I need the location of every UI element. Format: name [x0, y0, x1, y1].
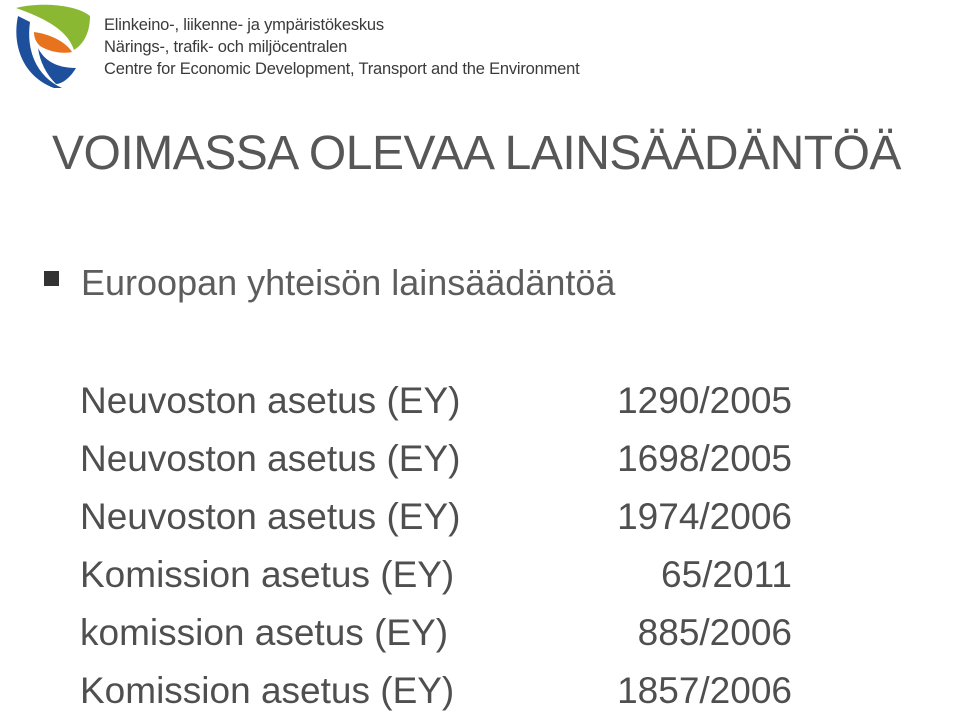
regulation-number: 1857/2006 [617, 670, 792, 711]
bullet-item [44, 262, 615, 304]
regulation-number: 885/2006 [637, 612, 792, 653]
regulation-row [80, 670, 800, 720]
organization-names [104, 14, 580, 80]
regulation-list [80, 380, 800, 720]
regulation-number: 65/2011 [661, 554, 792, 595]
regulation-row [80, 438, 800, 496]
org-name-swedish: Närings-, trafik- och miljöcentralen [104, 38, 348, 56]
regulation-row [80, 496, 800, 554]
bullet-square-icon [44, 271, 59, 286]
org-name-finnish: Elinkeino-, liikenne- ja ympäristökeskus [104, 16, 384, 34]
org-name-english: Centre for Economic Development, Transport and the Environment [104, 60, 580, 78]
regulation-type: Komission asetus (EY) [80, 554, 455, 595]
regulation-number: 1698/2005 [617, 438, 792, 479]
regulation-type: komission asetus (EY) [80, 612, 449, 653]
regulation-row [80, 612, 800, 670]
bullet-text: Euroopan yhteisön lainsäädäntöä [81, 262, 616, 303]
regulation-type: Neuvoston asetus (EY) [80, 380, 461, 421]
regulation-number: 1974/2006 [617, 496, 792, 537]
regulation-type: Neuvoston asetus (EY) [80, 496, 461, 537]
ely-centre-logo [10, 2, 92, 90]
regulation-type: Neuvoston asetus (EY) [80, 438, 461, 479]
regulation-type: Komission asetus (EY) [80, 670, 455, 711]
slide-title: VOIMASSA OLEVAA LAINSÄÄDÄNTÖÄ [52, 127, 901, 180]
regulation-row [80, 554, 800, 612]
regulation-row [80, 380, 800, 438]
regulation-number: 1290/2005 [617, 380, 792, 421]
